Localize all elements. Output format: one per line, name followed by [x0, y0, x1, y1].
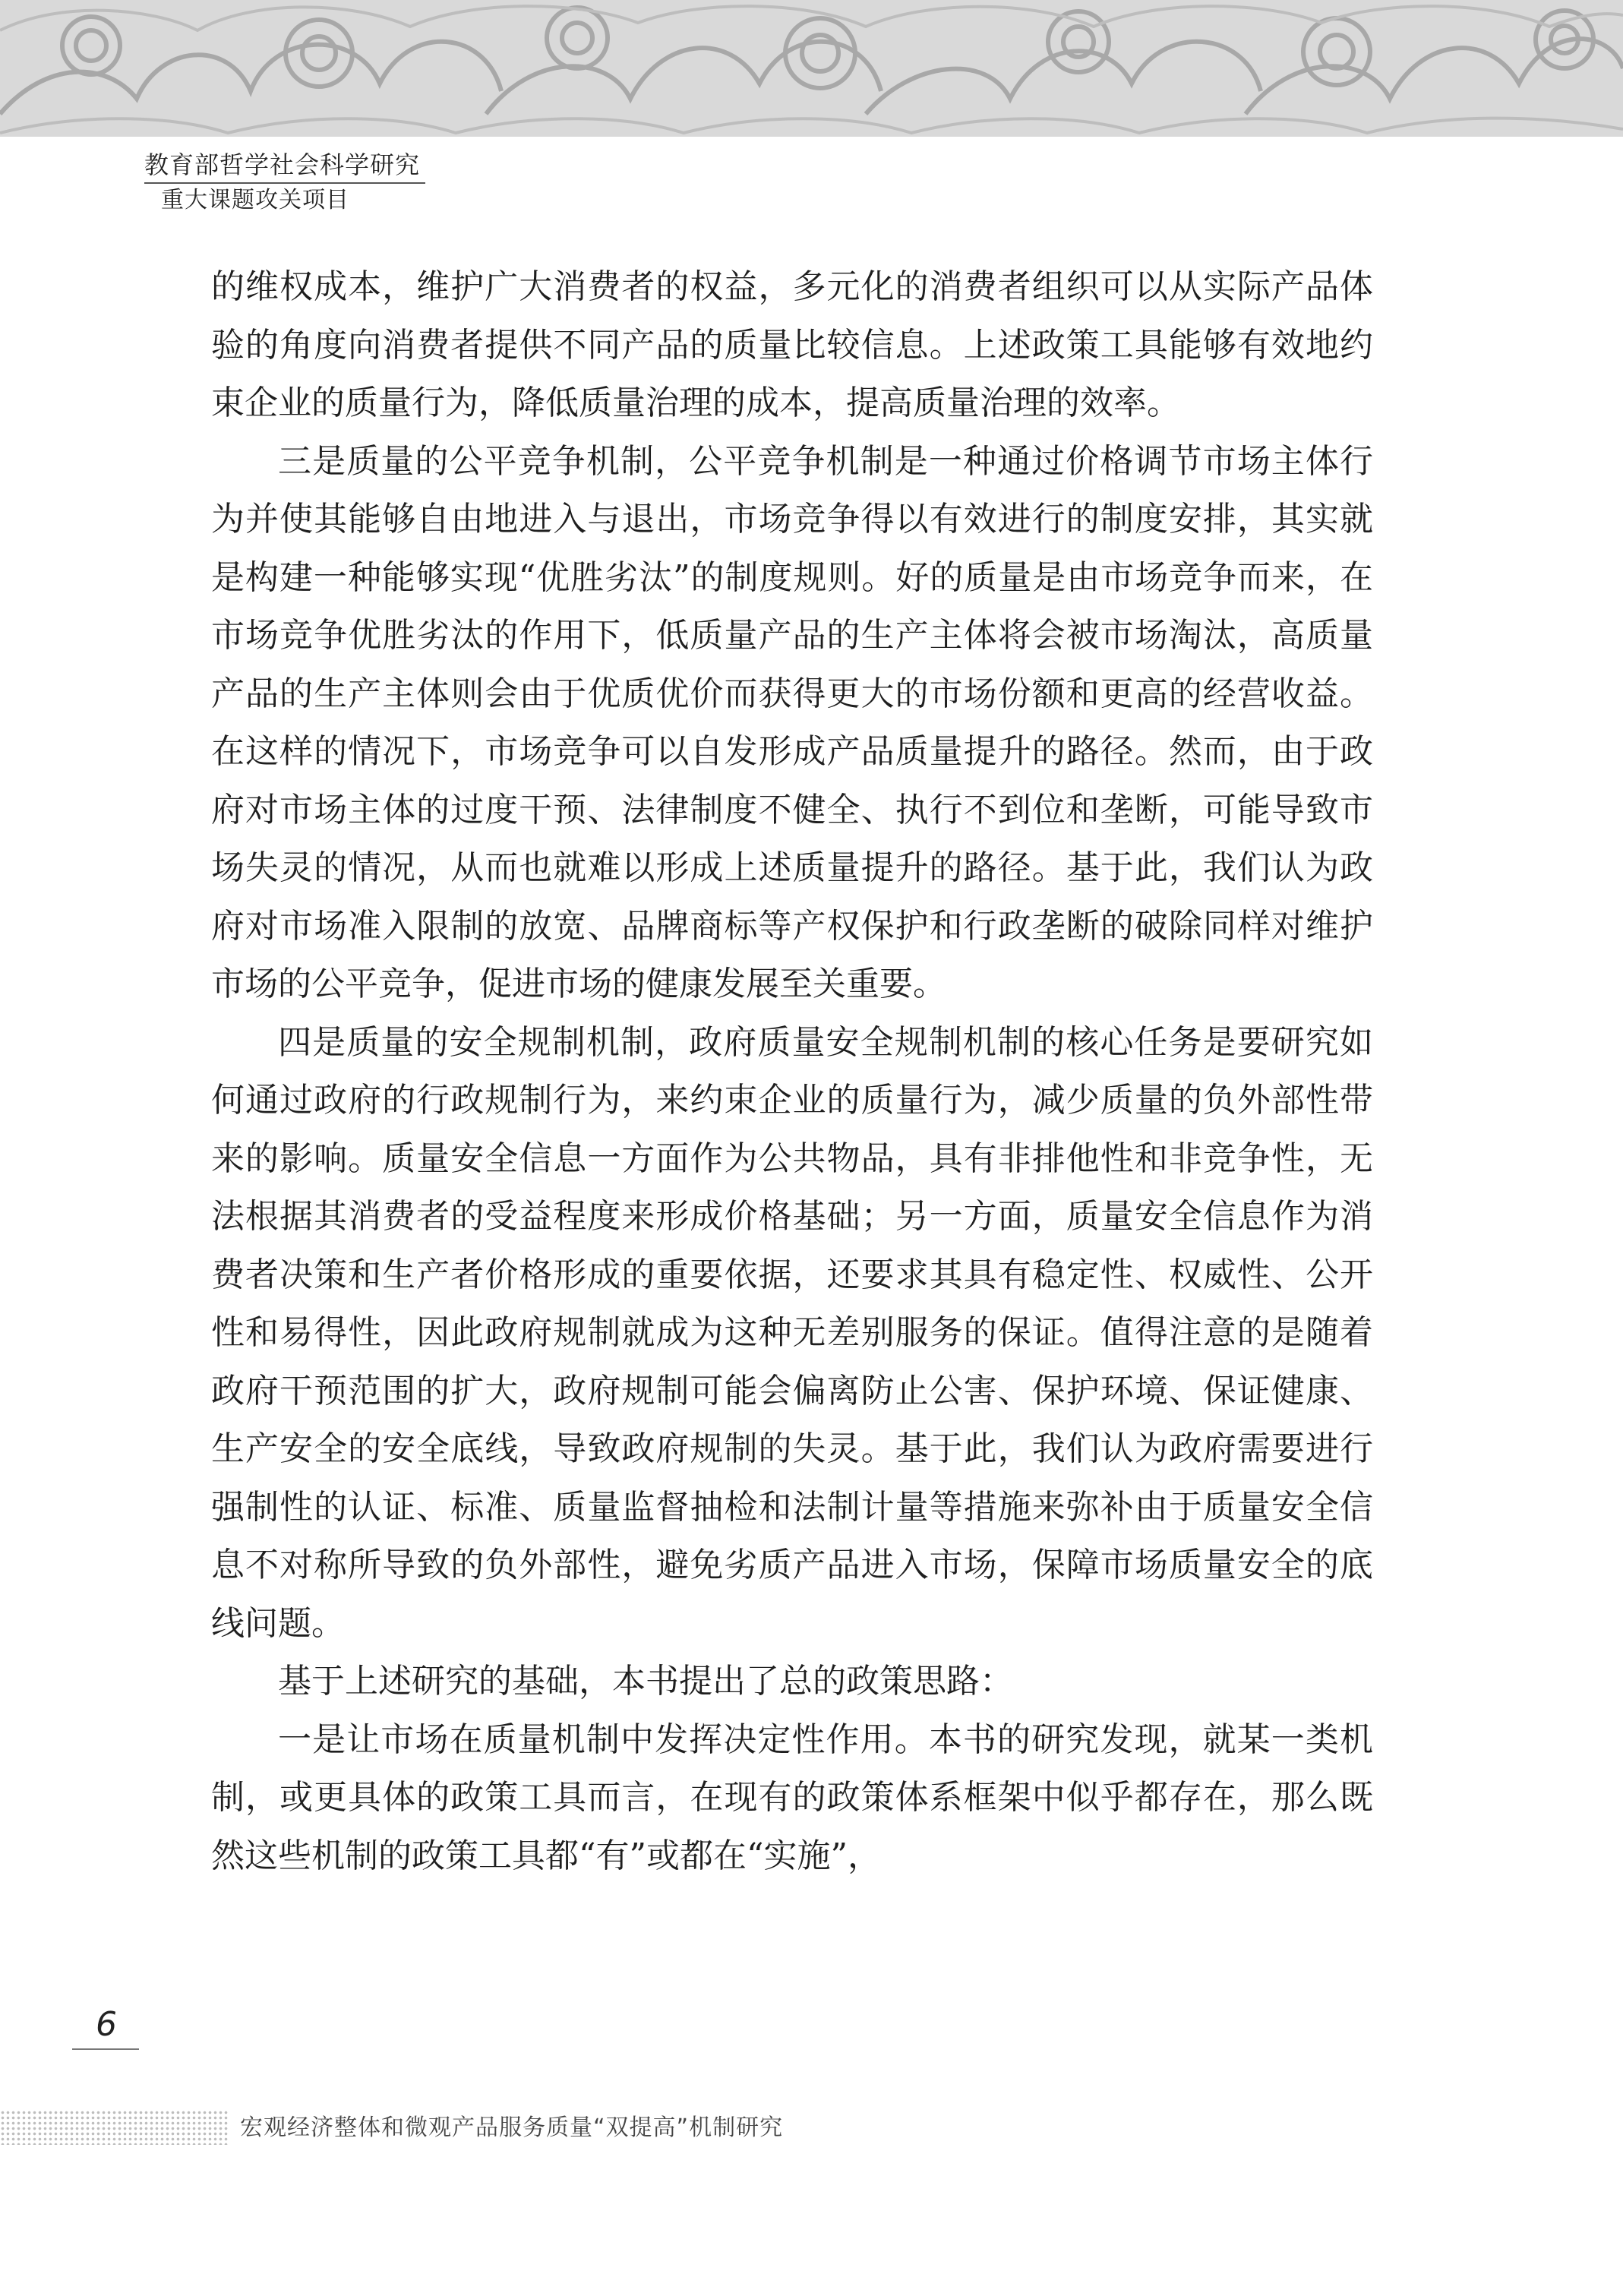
paragraph: 基于上述研究的基础，本书提出了总的政策思路： [278, 1662, 1013, 1701]
header-divider [144, 182, 425, 184]
series-header [144, 149, 425, 216]
paragraph: 四是质量的安全规制机制，政府质量安全规制机制的核心任务是要研究如何通过政府的行政规制行为，来约束企业的质量行为，减少质量的负外部性带来的影响。质量安全信息一方面作为公共物品，具有非排他性和非竞争性，无法根据其消费者的受益程度来形成价格基础；另一方面，质量安全信息作为消费者决策和生产者价格形成的重要依据，还要求其具有稳定性、权威性、公开性和易得性，因此政府规制就成为这种无差别服务的保证。值得注意的是随着政府干预范围的扩大，政府规制可能会偏离防止公害、保护环境、保证健康、生产安全的安全底线，导致政府规制的失灵。基于此，我们认为政府需要进行强制性的认证、标准、质量监督抽检和法制计量等措施来弥补由于质量安全信息不对称所导致的负外部性，避免劣质产品进入市场，保障市场质量安全的底线问题。 [211, 1022, 1373, 1643]
body-text [211, 258, 1373, 1885]
series-title: 教育部哲学社会科学研究 [144, 150, 421, 179]
page-number: 6 [96, 2005, 117, 2044]
page-number-rule [72, 2048, 139, 2050]
paragraph: 三是质量的公平竞争机制，公平竞争机制是一种通过价格调节市场主体行为并使其能够自由地进入与退出，市场竞争得以有效进行的制度安排，其实就是构建一种能够实现“优胜劣汰”的制度规则。好的质量是由市场竞争而来，在市场竞争优胜劣汰的作用下，低质量产品的生产主体将会被市场淘汰，高质量产品的生产主体则会由于优质优价而获得更大的市场份额和更高的经营收益。在这样的情况下，市场竞争可以自发形成产品质量提升的路径。然而，由于政府对市场主体的过度干预、法律制度不健全、执行不到位和垄断，可能导致市场失灵的情况，从而也就难以形成上述质量提升的路径。基于此，我们认为政府对市场准入限制的放宽、品牌商标等产权保护和行政垄断的破除同样对维护市场的公平竞争，促进市场的健康发展至关重要。 [211, 441, 1373, 1003]
footer-dot-pattern [0, 2110, 228, 2145]
cloud-pattern-icon [0, 0, 1623, 137]
footer-book-title: 宏观经济整体和微观产品服务质量“双提高”机制研究 [240, 2114, 784, 2141]
paragraph: 的维权成本，维护广大消费者的权益，多元化的消费者组织可以从实际产品体验的角度向消费者提供不同产品的质量比较信息。上述政策工具能够有效地约束企业的质量行为，降低质量治理的成本，提高质量治理的效率。 [211, 267, 1373, 422]
series-subtitle: 重大课题攻关项目 [161, 187, 349, 213]
paragraph: 一是让市场在质量机制中发挥决定性作用。本书的研究发现，就某一类机制，或更具体的政策工具而言，在现有的政策体系框架中似乎都存在，那么既然这些机制的政策工具都“有”或都在“实施”， [211, 1720, 1373, 1875]
cloud-pattern-banner [0, 0, 1623, 137]
